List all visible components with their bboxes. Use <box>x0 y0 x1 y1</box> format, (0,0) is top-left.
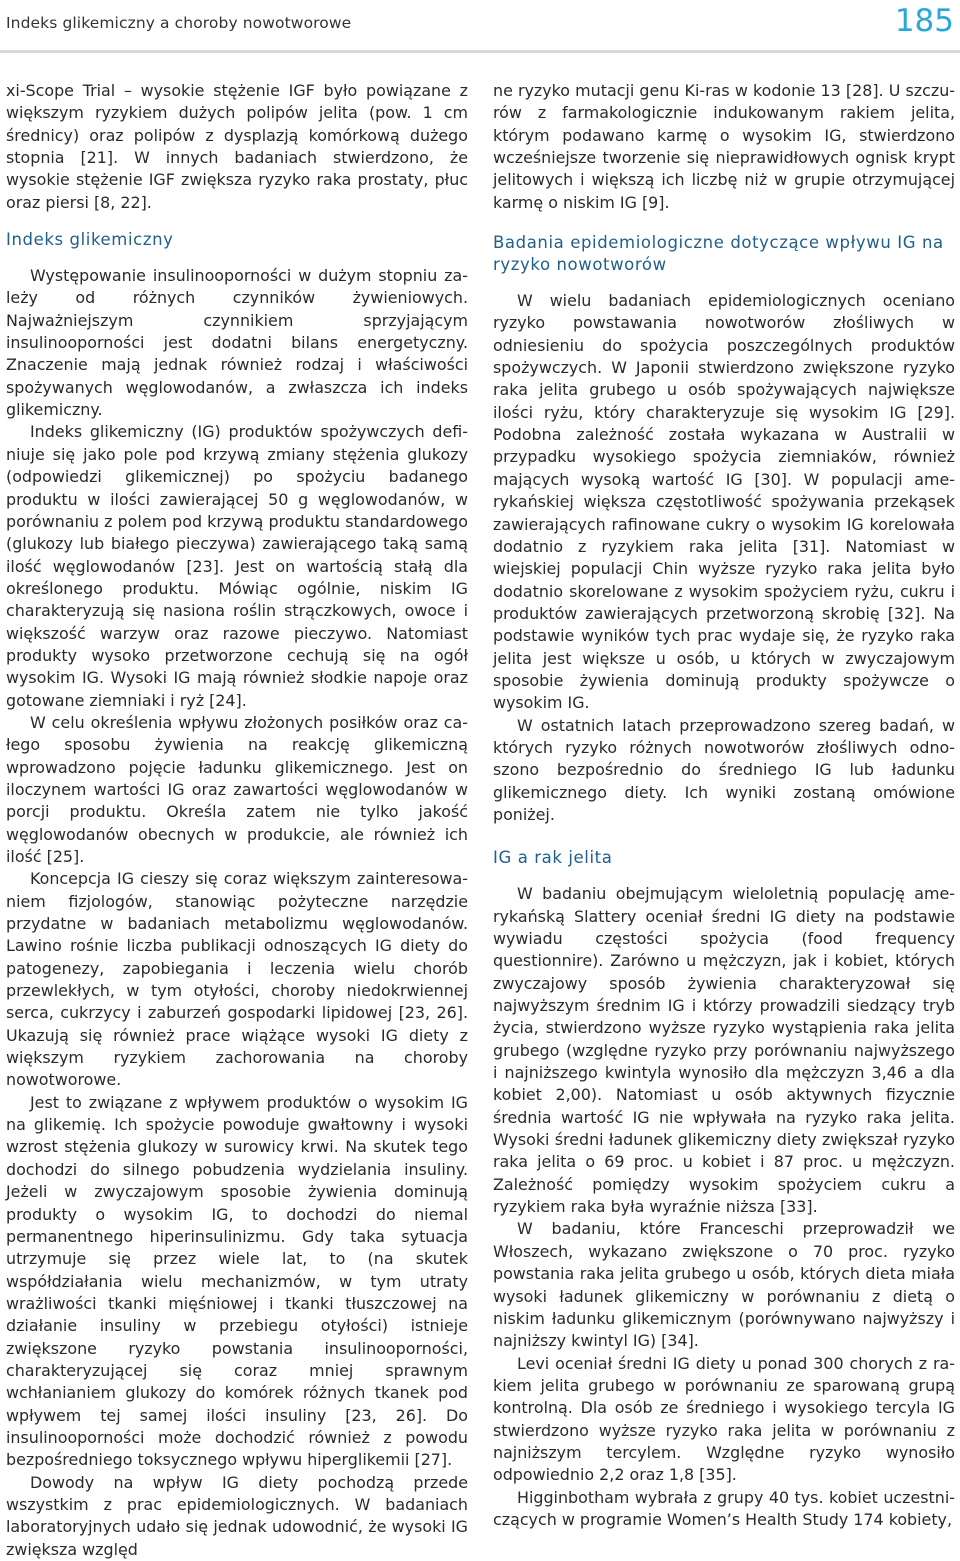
paragraph: W ostatnich latach przeprowadzono szereg badań, w których ryzyko różnych nowotworów złośliwych odnoszono bezpośrednio do średniego IG lub ładunku glikemicznego diety. Ich wyniki zostaną omówione poniżej. <box>493 715 955 824</box>
paragraph: W wielu badaniach epidemiologicznych oceniano ryzyko powstawania nowotworów złośliwych w odniesieniu do spożycia poszczególnych produktów spożywczych. W Japonii stwierdzono zwiększone ryzyko raka jelita grubego u osób spożywających największe ilości ryżu, który charakteryzuje się wysokim IG [29]. Podobna zależność została wykazana w Australii w przypadku wysokiego spożycia ziemniaków, również mających wysoką wartość IG [30]. W populacji amerykańskiej większa częstotliwość spożywania przekąsek zawierających rafinowane cukry o wysokim IG korelowała dodatnio z ryzykiem raka jelita [31]. Natomiast w wiejskiej populacji Chin wyższe ryzyko raka jelita było dodatnio skorelowane z wysokim spożyciem ryżu, cukru i produktów zawierających przetworzoną skrobię [32]. Na podstawie wyników tych prac wydaje się, że ryzyko raka jelita jest większe u osób, u których w zwyczajowym sposobie żywienia dominują produkty spożywcze o wysokim IG. <box>493 291 955 713</box>
right-column <box>493 80 955 1531</box>
paragraph: xi-Scope Trial – wysokie stężenie IGF było powiązane z większym ryzykiem dużych polipów jelita (pow. 1 cm średnicy) oraz polipów z dysplazją komórkową dużego stopnia [21]. W innych badaniach stwierdzono, że wysokie stężenie IGF zwiększa ryzyko raka prostaty, płuc oraz piersi [8, 22]. <box>6 81 468 212</box>
paragraph: Jest to związane z wpływem produktów o wysokim IG na glikemię. Ich spożycie powoduje gwałtowny i wysoki wzrost stężenia glukozy w surowicy krwi. Na skutek tego dochodzi do silnego pobudzenia wydzielania insuliny. Jeżeli w zwyczajowym sposobie żywienia dominują produkty o wysokim IG, to dochodzi do niemal permanentnego hiperinsulinizmu. Gdy taka sytuacja utrzymuje się przez wiele lat, to (na skutek współdziałania wielu mechanizmów, w tym utraty wrażliwości tkanki mięśniowej i tkanki tłuszczowej na działanie insuliny w przebiegu otyłości) istnieje zwiększone ryzyko powstania insulinooporności, charakteryzującej się coraz mniej sprawnym wchłanianiem glukozy do komórek różnych tkanek pod wpływem tej samej ilości insuliny [23, 26]. Do insulinooporności może dochodzić również z powodu bezpośredniego toksycznego wpływu hiperglikemii [27]. <box>6 1092 468 1470</box>
page-number: 185 <box>894 3 954 39</box>
paragraph: Koncepcja IG cieszy się coraz większym zainteresowaniem fizjologów, stanowiąc pożyteczne narzędzie przydatne w badaniach metabolizmu węglowodanów. Lawino rośnie liczba publikacji odnoszących IG diety do patogenezy, zapobiegania i leczenia wielu chorób przewlekłych, w tym otyłości, choroby niedokrwiennej serca, cukrzycy i zaburzeń gospodarki lipidowej [23, 26]. Ukazują się również prace wiążące wysoki IG diety z większym ryzykiem zachorowania na choroby nowotworowe. <box>6 869 468 1090</box>
running-title: Indeks glikemiczny a choroby nowotworowe <box>6 14 352 32</box>
paragraph: W badaniu obejmującym wieloletnią populację amerykańską Slattery oceniał średni IG diety na podstawie wywiadu częstości spożycia (food frequency questionnire). Zarówno u mężczyzn, jak i kobiet, których zwyczajowy sposób żywienia charakteryzował się najwyższym średnim IG i którzy prowadzili siedzący tryb życia, stwierdzono wyższe ryzyko wystąpienia raka jelita grubego (względne ryzyko przy porównaniu najwyższego i najniższego kwintyla wynosiło dla mężczyzn 3,46 a dla kobiet 2,00). Natomiast u osób aktywnych fizycznie średnia wartość IG nie wpływała na ryzyko raka jelita. Wysoki średni ładunek glikemiczny diety zwiększał ryzyko raka jelita o 69 proc. u kobiet i 87 proc. u mężczyzn. Zależność pomiędzy wysokim spożyciem cukru a ryzykiem raka była wyraźnie niższa [33]. <box>493 884 955 1217</box>
paragraph: W badaniu, które Franceschi przeprowadził we Włoszech, wykazano zwiększone o 70 proc. ryzyko powstania raka jelita grubego u osób, których dieta miała wysoki ładunek glikemiczny w porównaniu z dietą o niskim ładunku glikemicznym (porównywano najwyższy i najniższy kwintyl IG) [34]. <box>493 1219 955 1351</box>
paragraph: Dowody na wpływ IG diety pochodzą przede wszystkim z prac epidemiologicznych. W badaniach laboratoryjnych udało się jednak udowodnić, że wysoki IG zwiększa względ <box>6 1472 468 1559</box>
paragraph: Levi oceniał średni IG diety u ponad 300 chorych z rakiem jelita grubego w porównaniu ze sparowaną grupą kontrolną. Dla osób ze średniego i wysokiego tercyla IG stwierdzono wyższe ryzyko raka jelita w porównaniu z najniższym tercylem. Względne ryzyko wynosiło odpowiednio 2,2 oraz 1,8 [35]. <box>493 1353 955 1485</box>
paragraph: ne ryzyko mutacji genu Ki-ras w kodonie 13 [28]. U szczurów z farmakologicznie indukowanym rakiem jelita, którym podawano karmę o wysokim IG, stwierdzono wcześniejsze tworzenie się nieprawidłowych ognisk krypt jelitowych i większą ich liczbę niż w grupie otrzymującej karmę o niskim IG [9]. <box>493 81 955 212</box>
left-column <box>6 80 468 1561</box>
section-heading-ig-a-rak-jelita: IG a rak jelita <box>493 848 613 868</box>
paragraph: Występowanie insulinooporności w dużym stopniu zależy od różnych czynników żywieniowych. Najważniejszym czynnikiem sprzyjającym insulinooporności jest dodatni bilans energetyczny. Znaczenie mają jednak również rodzaj i właściwości spożywanych węglowodanów, a zwłaszcza ich indeks glikemiczny. <box>6 266 468 420</box>
paragraph: Higginbotham wybrała z grupy 40 tys. kobiet uczestniczących w programie Women’s Health Study 174 kobiety, <box>493 1487 955 1529</box>
page-header <box>0 0 960 53</box>
paragraph: Indeks glikemiczny (IG) produktów spożywczych definiuje się jako pole pod krzywą zmiany stężenia glukozy (odpowiedzi glikemicznej) po spożyciu badanego produktu w ilości zawierającej 50 g węglowodanów, w porównaniu z polem pod krzywą produktu standardowego (glukozy lub białego pieczywa) zawierającego taką samą ilość węglowodanów [23]. Jest on wartością stałą dla określonego produktu. Mówiąc ogólnie, niskim IG charakteryzują się nasiona roślin strączkowych, owoce i większość warzyw oraz razowe pieczywo. Natomiast produkty wysoko przetworzone cechują się na ogół wysokim IG. Wysoki IG mają również słodkie napoje oraz gotowane ziemniaki i ryż [24]. <box>6 422 468 710</box>
section-heading-indeks-glikemiczny: Indeks glikemiczny <box>6 230 174 250</box>
section-heading-badania-epidemiologiczne: Badania epidemiologiczne dotyczące wpływu IG na ryzyko nowotworów <box>493 233 944 275</box>
paragraph: W celu określenia wpływu złożonych posiłków oraz całego sposobu żywienia na reakcję glikemiczną wprowadzono pojęcie ładunku glikemicznego. Jest on iloczynem wartości IG oraz zawartości węglowodanów w porcji produktu. Określa zatem nie tylko jakość węglowodanów obecnych w produkcie, ale również ich ilość [25]. <box>6 712 468 866</box>
